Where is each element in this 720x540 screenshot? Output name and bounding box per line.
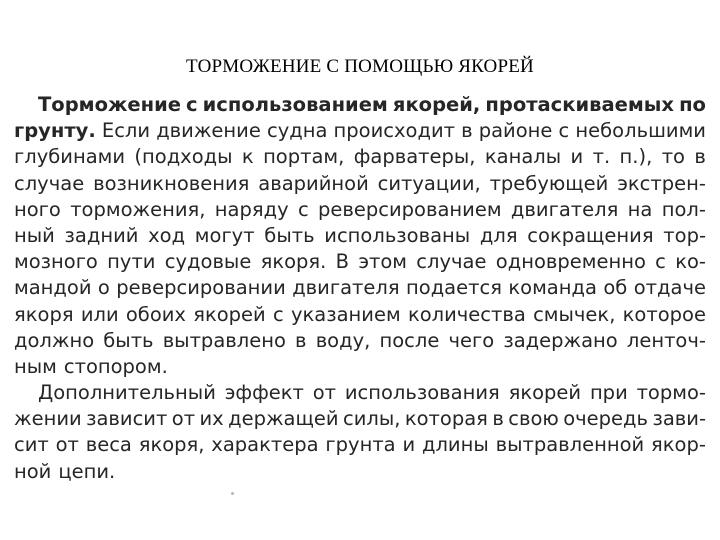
word: смычек, (533, 302, 616, 326)
word: Если (101, 119, 151, 143)
word: могут (194, 223, 255, 247)
word: тор- (663, 223, 706, 247)
word: Дополнительный (38, 381, 216, 405)
word: обоих (125, 302, 186, 326)
word: зави- (652, 407, 706, 431)
word: якоря (14, 302, 74, 326)
word: команда (508, 276, 597, 300)
word: в (295, 328, 307, 352)
word: цепи. (58, 459, 116, 483)
word: п.), (619, 145, 653, 169)
word: якорей (193, 302, 266, 326)
word: с (558, 119, 570, 143)
word: указанием (290, 302, 401, 326)
slide-title: ТОРМОЖЕНИЕ С ПОМОЩЬЮ ЯКОРЕЙ (186, 56, 534, 77)
word: использованы (324, 223, 471, 247)
word: ного (14, 197, 61, 221)
word: возникновения (93, 171, 250, 195)
word: с (297, 197, 309, 221)
word: о (97, 276, 110, 300)
word: мандой (14, 276, 92, 300)
word: ситуации, (377, 171, 481, 195)
word: длины (421, 433, 489, 457)
word: для (479, 223, 518, 247)
text-line (14, 197, 706, 223)
word: которая (404, 407, 488, 431)
word: протаскиваемых (485, 93, 675, 116)
word: пути (107, 250, 156, 274)
word: этом (358, 250, 408, 274)
word: районе (478, 119, 553, 143)
word: в (461, 119, 473, 143)
word: сит (14, 433, 49, 457)
word: реверсировании (116, 276, 286, 300)
word: быть (264, 223, 315, 247)
word: двигателя (510, 197, 619, 221)
word: ленточ- (626, 328, 706, 352)
word: задержано (503, 328, 618, 352)
word: случае (14, 171, 85, 195)
word: фарватеры, (353, 145, 476, 169)
word: с (272, 302, 284, 326)
text-line (14, 302, 706, 328)
word: одновременно (495, 250, 646, 274)
word: судна (266, 119, 328, 143)
word: от (55, 433, 79, 457)
text-line (14, 144, 706, 170)
word: задний (64, 223, 139, 247)
word: грунта (325, 433, 396, 457)
word: и (402, 433, 416, 457)
word: или (80, 302, 119, 326)
word: Торможение (38, 93, 181, 116)
word: тормо- (636, 381, 706, 405)
word: веса (85, 433, 132, 457)
word: происходит (333, 119, 455, 143)
word: количества (407, 302, 526, 326)
word: жении (14, 407, 82, 431)
word: должно (14, 328, 95, 352)
word: вытравленной (495, 433, 645, 457)
word: портам, (263, 145, 345, 169)
word: свою (508, 407, 559, 431)
word: мозного (14, 250, 98, 274)
word: эффект (224, 381, 304, 405)
word: в (492, 407, 504, 431)
word: реверсированием (318, 197, 502, 221)
word: воду, (315, 328, 371, 352)
word: то (661, 145, 685, 169)
word: движение (156, 119, 261, 143)
word: зависит (86, 407, 168, 431)
word: подается (406, 276, 502, 300)
word: ный (14, 223, 55, 247)
word: глубинами (14, 145, 126, 169)
word: каналы (484, 145, 562, 169)
word: аварийной (258, 171, 369, 195)
word: об (603, 276, 628, 300)
word: ко- (675, 250, 706, 274)
word: и (570, 145, 584, 169)
word: от (171, 407, 196, 431)
text-line (14, 328, 706, 354)
word: торможения, (70, 197, 206, 221)
text-line (14, 406, 706, 432)
text-line (14, 223, 706, 249)
word: использованием (202, 93, 388, 116)
word: к (241, 145, 254, 169)
word: использования (344, 381, 500, 405)
word: с (655, 250, 666, 274)
word: при (589, 381, 628, 405)
word: экстрен- (617, 171, 706, 195)
text-line (14, 275, 706, 301)
word: ход (148, 223, 186, 247)
word: в (694, 145, 706, 169)
word: судовые (164, 250, 252, 274)
word: вытравлено (162, 328, 286, 352)
text-line (14, 92, 706, 118)
word: отдаче (633, 276, 706, 300)
scan-speck (231, 492, 234, 495)
word: пол- (661, 197, 706, 221)
word: стопором. (63, 354, 168, 378)
word: сокращения (527, 223, 654, 247)
word: по (679, 93, 706, 116)
word: небольшими (575, 119, 706, 143)
text-line (14, 432, 706, 458)
word: якоря, (138, 433, 205, 457)
word: быть (103, 328, 154, 352)
text-line (14, 354, 706, 380)
word: якорей (508, 381, 582, 405)
word: якорей, (392, 93, 481, 116)
text-line (14, 380, 706, 406)
text-line (14, 249, 706, 275)
word: (подходы (134, 145, 233, 169)
word: ной (14, 459, 52, 483)
word: силы, (342, 407, 401, 431)
text-line (14, 171, 706, 197)
word: наряду (214, 197, 289, 221)
word: после (379, 328, 440, 352)
text-line (14, 459, 706, 485)
word: с (186, 93, 198, 116)
word: которое (622, 302, 706, 326)
word: их (199, 407, 224, 431)
word: двигателя (292, 276, 400, 300)
word: грунту. (14, 119, 96, 143)
word: якор- (651, 433, 706, 457)
scanned-text-block (14, 92, 706, 485)
word: т. (592, 145, 611, 169)
word: очередь (563, 407, 649, 431)
word: держащей (228, 407, 339, 431)
word: ным (14, 354, 57, 378)
word: случае (416, 250, 487, 274)
word: от (312, 381, 337, 405)
word: В (335, 250, 350, 274)
word: требующей (489, 171, 609, 195)
word: на (627, 197, 653, 221)
word: чего (448, 328, 495, 352)
word: характера (211, 433, 319, 457)
word: якоря. (260, 250, 327, 274)
text-line (14, 118, 706, 144)
